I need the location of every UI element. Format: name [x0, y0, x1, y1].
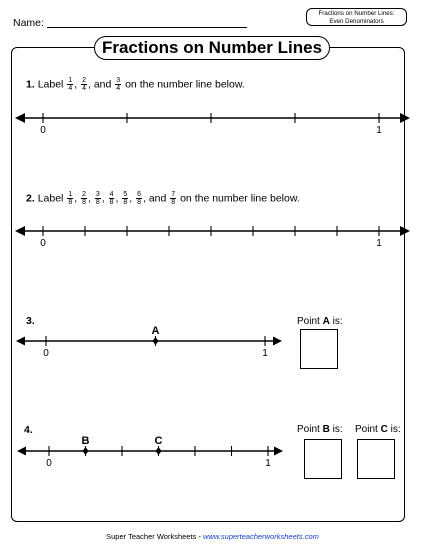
right-arrow-icon	[400, 226, 410, 236]
fraction-6-8: $\frac{6}{8}$	[137, 191, 141, 206]
right-arrow-icon	[400, 113, 410, 123]
left-arrow-icon	[16, 337, 25, 346]
number-line-1	[15, 106, 410, 138]
line-1-start-label: 0	[40, 125, 46, 136]
question-1-prompt-end: on the number line below.	[125, 78, 245, 91]
fraction-3-8: $\frac{3}{8}$	[95, 191, 100, 206]
fraction-1-4: $\frac{1}{4}$	[68, 77, 73, 92]
question-2-label-word: Label	[37, 192, 64, 205]
answer-box-c[interactable]	[357, 439, 395, 479]
name-label: Name:	[13, 17, 44, 29]
point-a-marker	[153, 337, 159, 345]
footer	[0, 532, 425, 541]
topic-tag-line2: Even Denominators	[329, 18, 384, 25]
answer-prompt-c: Point C is:	[355, 424, 401, 435]
right-arrow-icon	[274, 447, 283, 456]
fraction-2-8: $\frac{2}{8}$	[82, 191, 86, 206]
question-1-label-word: Label	[37, 78, 64, 91]
question-2-prompt: 2. Label $\frac{1}{8}$ , $\frac{2}{8}$ , $\frac{3}{8}$ , $\frac{4}{8}$ , $\frac{5}{8}$ , $\frac{6}{8}$ , and $\frac{7}{8}$ on the number line below.	[26, 191, 300, 206]
answer-prompt-b: Point B is:	[297, 424, 343, 435]
answer-box-b[interactable]	[304, 439, 342, 479]
number-line-2	[15, 219, 410, 251]
point-b-label: B	[81, 435, 90, 447]
fraction-1-8: $\frac{1}{8}$	[68, 191, 73, 206]
line-2-start-label: 0	[40, 238, 46, 249]
left-arrow-icon	[15, 113, 25, 123]
line-2-end-label: 1	[376, 238, 382, 249]
topic-tag	[306, 8, 407, 26]
answer-box-a[interactable]	[300, 329, 338, 369]
fraction-3-4: $\frac{3}{4}$	[116, 77, 121, 92]
question-4-number: 4.	[24, 424, 33, 436]
right-arrow-icon	[273, 337, 282, 346]
number-line-3	[16, 318, 282, 360]
line-4-end-label: 1	[265, 458, 271, 469]
question-1-number: 1.	[26, 78, 35, 91]
point-c-marker	[156, 447, 162, 455]
fraction-2-4: $\frac{2}{4}$	[82, 77, 86, 92]
question-2-prompt-end: on the number line below.	[180, 192, 300, 205]
question-2-number: 2.	[26, 192, 35, 205]
left-arrow-icon	[17, 447, 26, 456]
line-3-end-label: 1	[262, 348, 268, 359]
footer-brand: Super Teacher Worksheets -	[106, 532, 203, 541]
point-c-label: C	[154, 435, 163, 447]
line-4-start-label: 0	[46, 458, 52, 469]
line-1-end-label: 1	[376, 125, 382, 136]
answer-prompt-a: Point A is:	[297, 316, 343, 327]
point-b-marker	[83, 447, 89, 455]
left-arrow-icon	[15, 226, 25, 236]
fraction-5-8: $\frac{5}{8}$	[123, 191, 128, 206]
footer-url[interactable]: www.superteacherworksheets.com	[202, 532, 319, 541]
question-3-number: 3.	[26, 315, 35, 327]
question-1-prompt: 1. Label $\frac{1}{4}$ , $\frac{2}{4}$ , and $\frac{3}{4}$ on the number line below.	[26, 77, 245, 92]
worksheet-title: Fractions on Number Lines	[94, 36, 330, 60]
topic-tag-line1: Fractions on Number Lines:	[318, 10, 395, 17]
point-a-label: A	[151, 325, 160, 337]
number-line-4	[17, 428, 283, 470]
fraction-7-8: $\frac{7}{8}$	[171, 191, 176, 206]
fraction-4-8: $\frac{4}{8}$	[109, 191, 114, 206]
name-field-line[interactable]	[47, 27, 247, 28]
line-3-start-label: 0	[43, 348, 49, 359]
